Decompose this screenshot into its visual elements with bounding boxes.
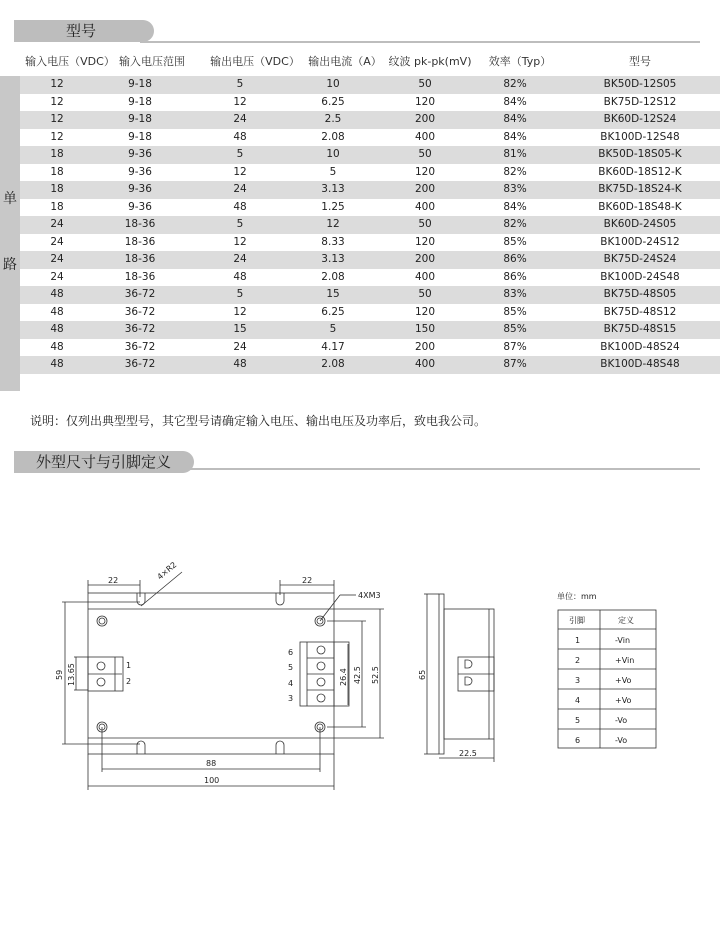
table-cell: 48 <box>50 288 64 300</box>
table-cell: 48 <box>50 358 64 370</box>
table-cell: 9-18 <box>128 78 152 90</box>
pin-table-cell: 2 <box>575 656 581 665</box>
table-cell: 83% <box>503 183 527 195</box>
header-model: 型号 <box>629 55 651 68</box>
table-cell: 84% <box>503 113 527 125</box>
pin-number: 6 <box>288 648 294 657</box>
header-output-current: 输出电流（A） <box>308 55 382 68</box>
table-cell: 2.08 <box>321 358 345 370</box>
table-cell: 24 <box>233 340 247 353</box>
table-cell: 12 <box>233 235 247 248</box>
table-cell: 48 <box>50 323 64 335</box>
table-cell: 12 <box>50 130 64 143</box>
pin-number: 1 <box>126 661 132 670</box>
table-cell: 8.33 <box>321 235 345 248</box>
table-cell: 48 <box>50 340 64 353</box>
table-cell: 87% <box>503 340 527 353</box>
table-cell: 84% <box>503 95 527 108</box>
table-cell: 24 <box>233 253 247 265</box>
table-cell: 36-72 <box>124 358 156 370</box>
table-cell: 200 <box>414 253 436 265</box>
note-text: 说明：仅列出典型型号，其它型号请确定输入电压、输出电压及功率后，致电我公司。 <box>30 414 487 428</box>
table-cell: 18-36 <box>124 235 156 248</box>
table-cell: 6.25 <box>321 305 345 318</box>
table-cell: 18-36 <box>124 218 156 230</box>
table-cell: 18 <box>50 183 64 195</box>
table-cell: 400 <box>414 358 436 370</box>
header-output-voltage: 输出电压（VDC） <box>210 55 300 68</box>
section-title: 型号 <box>66 22 97 40</box>
pin-number: 5 <box>288 663 294 672</box>
pin-table-cell: +Vo <box>615 676 632 685</box>
dim-label: 100 <box>204 776 220 785</box>
pin-table-cell: 4 <box>575 696 581 705</box>
table-cell: 10 <box>326 148 340 160</box>
dim-label: 22 <box>108 576 119 585</box>
table-cell: 82% <box>503 218 527 230</box>
dim-label: 59 <box>55 669 64 680</box>
table-cell: 5 <box>329 165 337 178</box>
table-cell: 12 <box>326 218 340 230</box>
table-cell: 84% <box>503 200 527 213</box>
table-cell: 6.25 <box>321 95 345 108</box>
table-cell: 5 <box>329 323 337 335</box>
table-cell: 12 <box>233 305 247 318</box>
table-cell: BK60D-18S12-K <box>598 165 682 178</box>
pin-table-cell: +Vo <box>615 696 632 705</box>
table-cell: 10 <box>326 78 340 90</box>
table-cell: 36-72 <box>124 305 156 318</box>
table-cell: BK60D-24S05 <box>603 218 677 230</box>
table-cell: BK75D-24S24 <box>603 253 677 265</box>
table-cell: 5 <box>236 78 244 90</box>
table-cell: 86% <box>503 270 527 283</box>
side-char: 路 <box>3 257 17 273</box>
table-cell: 12 <box>50 78 64 90</box>
pin-table-header: 引脚 <box>569 616 585 625</box>
pin-table-cell: 5 <box>575 716 581 725</box>
table-cell: BK60D-12S24 <box>603 113 677 125</box>
dim-label: 52.5 <box>371 666 380 684</box>
table-cell: 83% <box>503 288 527 300</box>
header-efficiency: 效率（Typ） <box>488 55 552 68</box>
table-cell: 5 <box>236 288 244 300</box>
table-cell: 15 <box>326 288 340 300</box>
table-cell: 48 <box>50 305 64 318</box>
table-cell: 50 <box>418 148 432 160</box>
table-cell: BK100D-12S48 <box>600 130 680 143</box>
table-cell: 85% <box>503 323 527 335</box>
table-cell: BK75D-48S05 <box>603 288 677 300</box>
unit-label: 单位：mm <box>557 592 597 601</box>
pin-table-header: 定义 <box>618 616 634 625</box>
dim-label: 26.4 <box>339 668 348 686</box>
table-cell: 2.08 <box>321 130 345 143</box>
table-cell: 9-18 <box>128 113 152 125</box>
pin-number: 2 <box>126 677 132 686</box>
table-cell: BK100D-24S12 <box>600 235 680 248</box>
table-cell: 3.13 <box>321 183 345 195</box>
table-cell: 87% <box>503 358 527 370</box>
dim-label: 22 <box>302 576 313 585</box>
table-cell: 24 <box>233 113 247 125</box>
table-cell: 81% <box>503 148 527 160</box>
pin-number: 3 <box>288 694 294 703</box>
table-cell: 85% <box>503 305 527 318</box>
table-cell: 24 <box>50 253 64 265</box>
dim-label: 88 <box>206 759 217 768</box>
table-cell: 85% <box>503 235 527 248</box>
table-cell: 120 <box>414 235 436 248</box>
header-input-range: 输入电压范围 <box>119 55 185 68</box>
pin-table-cell: -Vo <box>615 736 628 745</box>
table-cell: 1.25 <box>321 200 345 213</box>
table-cell: 24 <box>50 218 64 230</box>
table-cell: 200 <box>414 113 436 125</box>
table-cell: 9-36 <box>128 200 152 213</box>
pin-table-cell: 6 <box>575 736 581 745</box>
table-cell: 48 <box>233 270 247 283</box>
table-cell: 50 <box>418 78 432 90</box>
table-cell: 24 <box>50 235 64 248</box>
table-cell: 36-72 <box>124 288 156 300</box>
table-cell: BK50D-12S05 <box>603 78 677 90</box>
table-cell: 9-18 <box>128 95 152 108</box>
side-char: 单 <box>3 191 17 207</box>
table-cell: 24 <box>50 270 64 283</box>
pin-table-cell: 3 <box>575 676 581 685</box>
table-cell: 400 <box>414 130 436 143</box>
table-cell: 82% <box>503 78 527 90</box>
table-cell: 15 <box>233 323 247 335</box>
table-cell: BK100D-48S48 <box>600 358 680 370</box>
table-cell: 50 <box>418 288 432 300</box>
dim-label: 42.5 <box>353 666 362 684</box>
table-cell: BK60D-18S48-K <box>598 200 682 213</box>
table-cell: 5 <box>236 218 244 230</box>
table-cell: 24 <box>233 183 247 195</box>
table-cell: 9-36 <box>128 165 152 178</box>
header-ripple: 纹波 pk-pk(mV) <box>388 55 472 68</box>
dim-label: 4XM3 <box>358 591 381 600</box>
dim-label: 65 <box>418 669 427 680</box>
table-cell: 36-72 <box>124 323 156 335</box>
table-cell: 2.5 <box>324 113 342 125</box>
section-title: 外型尺寸与引脚定义 <box>36 453 172 471</box>
table-cell: 200 <box>414 183 436 195</box>
table-cell: 400 <box>414 270 436 283</box>
table-cell: 9-18 <box>128 130 152 143</box>
dim-label: 13.65 <box>67 663 76 686</box>
table-cell: 150 <box>414 323 436 335</box>
table-cell: 12 <box>233 165 247 178</box>
table-cell: 84% <box>503 130 527 143</box>
pin-table-cell: 1 <box>575 636 581 645</box>
table-cell: 86% <box>503 253 527 265</box>
table-cell: 12 <box>233 95 247 108</box>
table-cell: BK100D-24S48 <box>600 270 680 283</box>
table-cell: 48 <box>233 130 247 143</box>
pin-table-cell: -Vin <box>615 636 631 645</box>
table-cell: 200 <box>414 340 436 353</box>
table-cell: 9-36 <box>128 148 152 160</box>
table-cell: BK75D-18S24-K <box>598 183 682 195</box>
dim-label: 4×R2 <box>155 560 179 582</box>
table-cell: 12 <box>50 113 64 125</box>
table-cell: BK75D-48S15 <box>603 323 677 335</box>
table-cell: 9-36 <box>128 183 152 195</box>
table-cell: 82% <box>503 165 527 178</box>
pin-number: 4 <box>288 679 294 688</box>
table-cell: 3.13 <box>321 253 345 265</box>
header-input-voltage: 输入电压（VDC） <box>25 55 115 68</box>
table-cell: 120 <box>414 95 436 108</box>
mount-hole-icon <box>97 616 325 732</box>
table-cell: 18 <box>50 200 64 213</box>
dim-label: 22.5 <box>459 749 477 758</box>
table-cell: BK75D-48S12 <box>603 305 677 318</box>
table-cell: 18 <box>50 148 64 160</box>
pin-table-cell: -Vo <box>615 716 628 725</box>
table-cell: 36-72 <box>124 340 156 353</box>
table-cell: 12 <box>50 95 64 108</box>
table-cell: 4.17 <box>321 340 345 353</box>
table-cell: BK75D-12S12 <box>603 95 677 108</box>
table-cell: 18 <box>50 165 64 178</box>
table-cell: 5 <box>236 148 244 160</box>
table-cell: 18-36 <box>124 270 156 283</box>
table-cell: 400 <box>414 200 436 213</box>
table-cell: BK100D-48S24 <box>600 340 680 353</box>
table-cell: 2.08 <box>321 270 345 283</box>
table-cell: 120 <box>414 165 436 178</box>
table-cell: 48 <box>233 358 247 370</box>
pin-table-cell: +Vin <box>615 656 635 665</box>
table-cell: 18-36 <box>124 253 156 265</box>
table-cell: 120 <box>414 305 436 318</box>
table-cell: 48 <box>233 200 247 213</box>
table-cell: BK50D-18S05-K <box>598 148 682 160</box>
table-cell: 50 <box>418 218 432 230</box>
